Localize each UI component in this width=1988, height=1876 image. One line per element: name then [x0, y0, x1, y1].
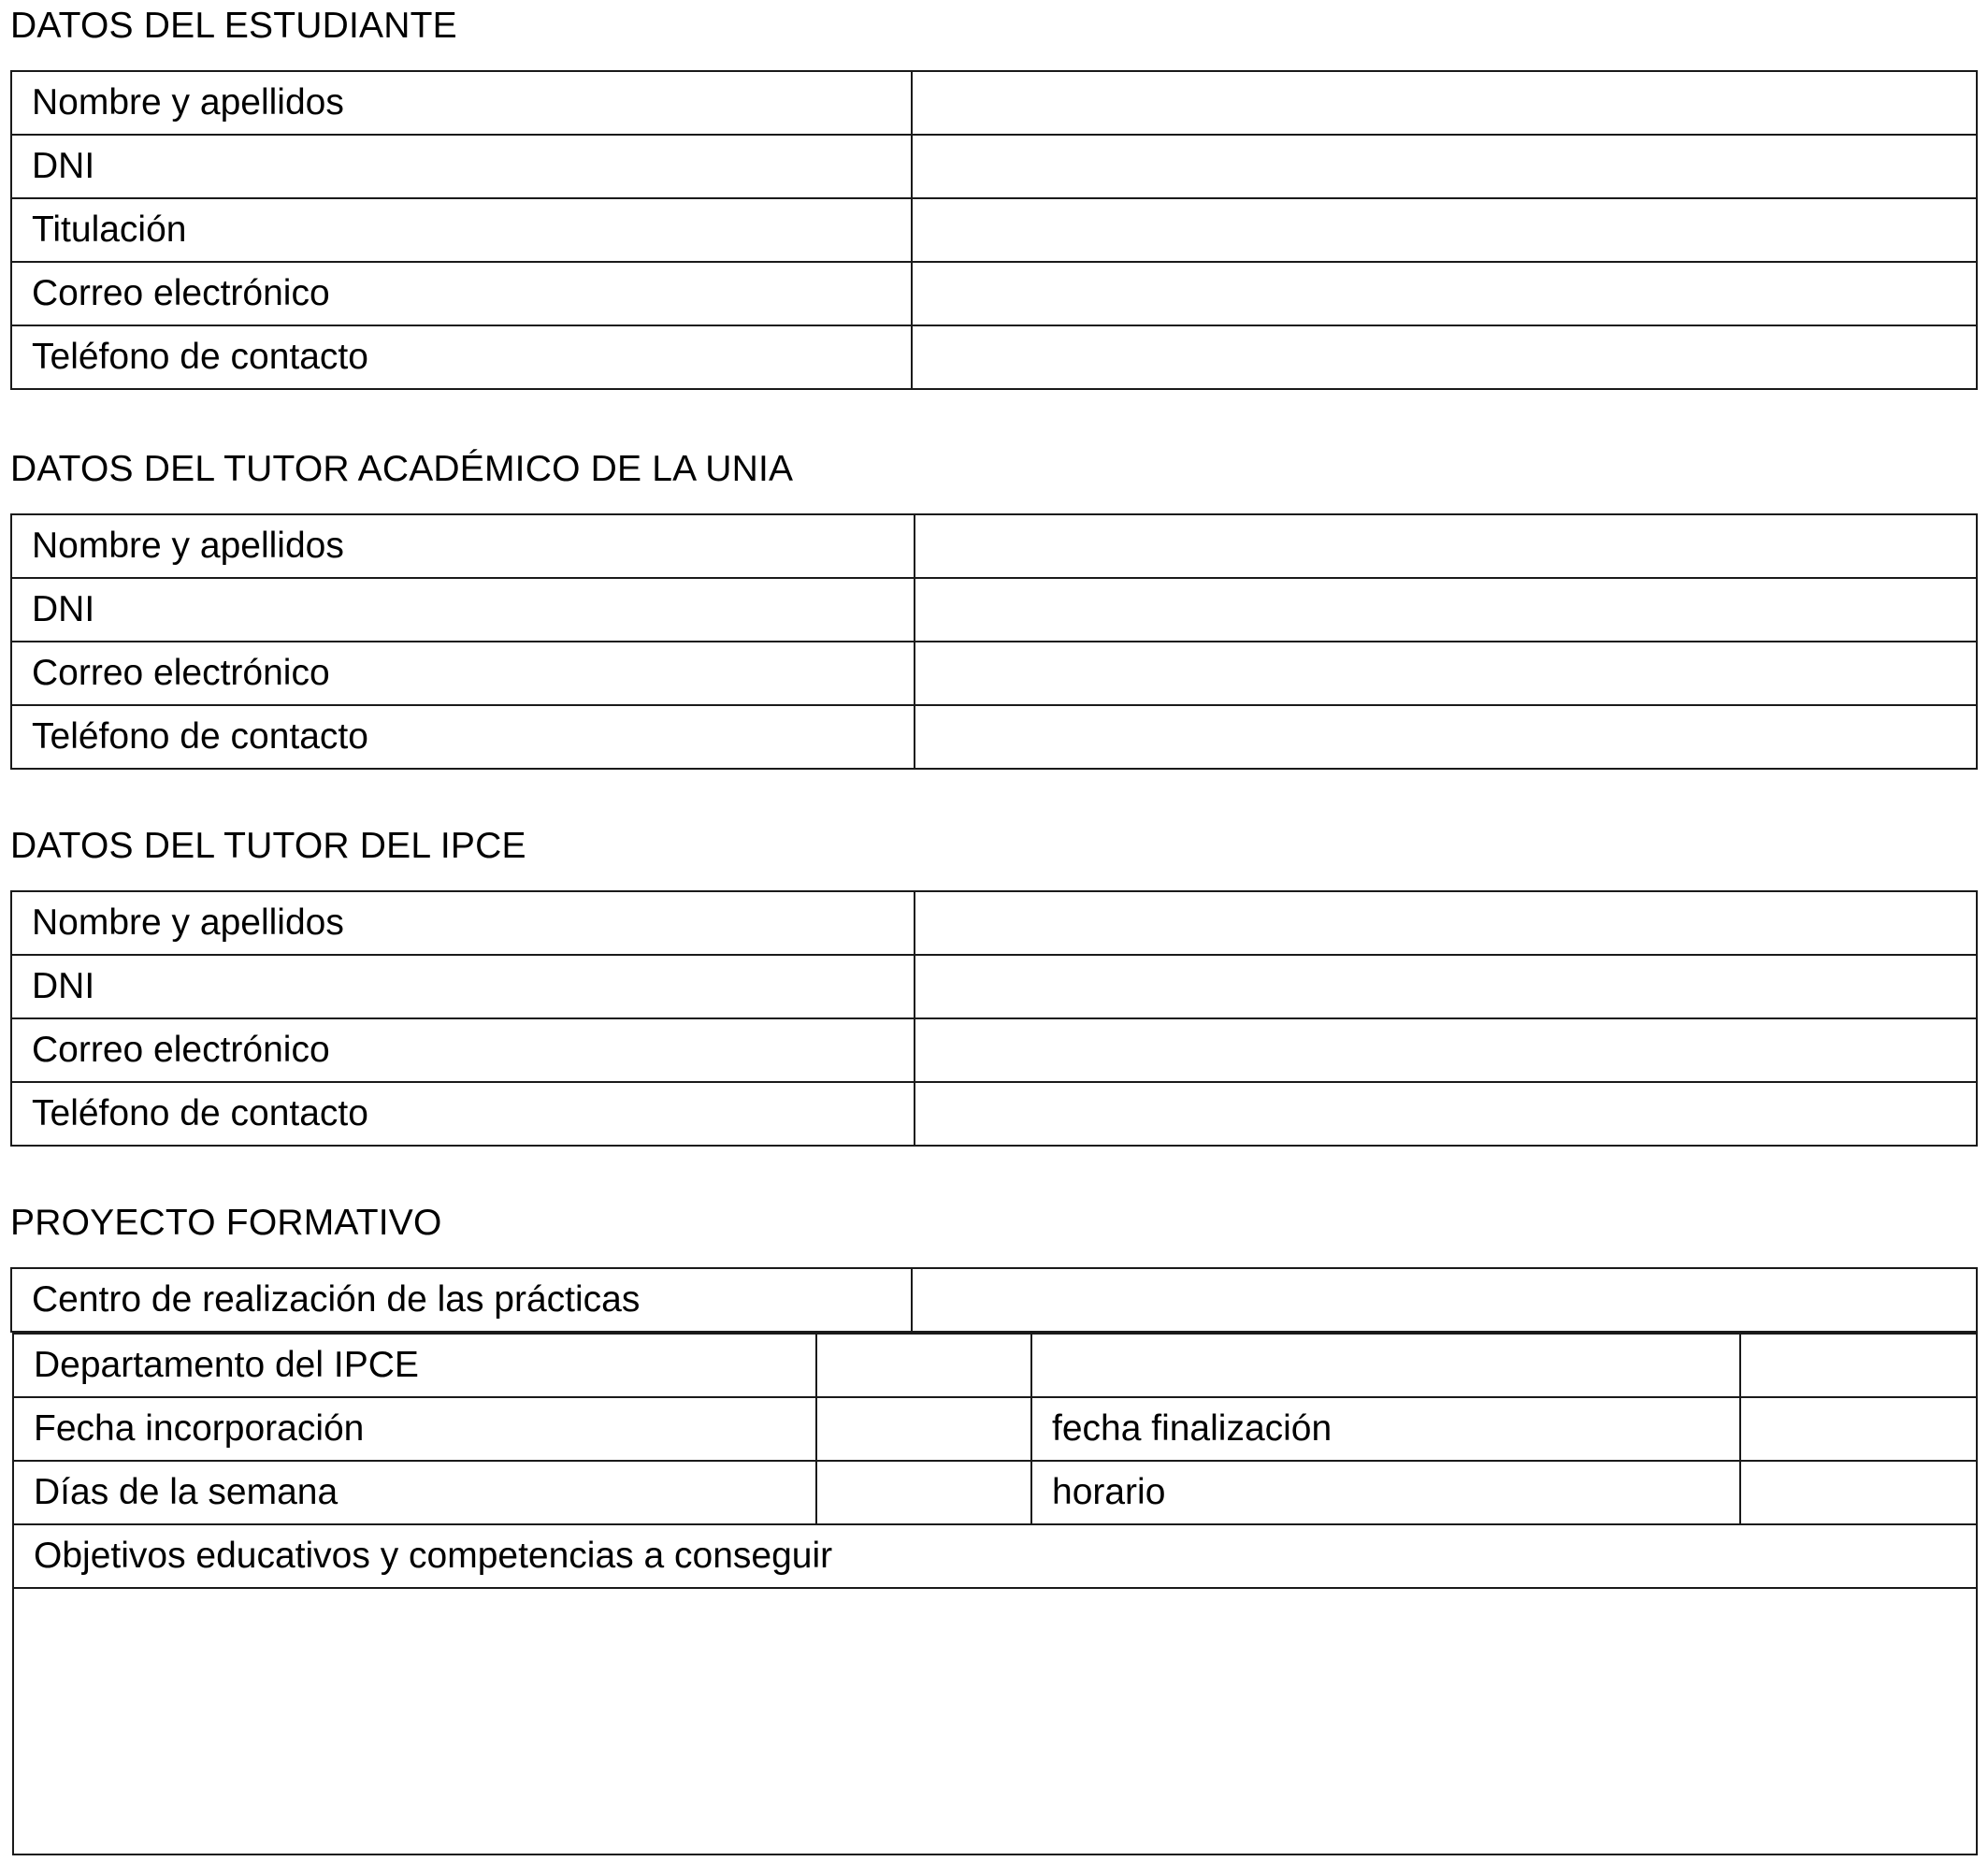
academic-tutor-table: [10, 513, 1978, 770]
field-label: Nombre y apellidos: [11, 514, 915, 578]
objetivos-textarea[interactable]: [14, 1588, 1976, 1849]
field-label: DNI: [11, 135, 912, 198]
field-label: Teléfono de contacto: [11, 325, 912, 389]
field-label: fecha finalización: [1031, 1397, 1740, 1461]
departamento-extra-field[interactable]: [1741, 1335, 1976, 1396]
section-title-academic-tutor: DATOS DEL TUTOR ACADÉMICO DE LA UNIA: [10, 449, 794, 489]
ipce-tutor-table: [10, 890, 1978, 1147]
table-row: [11, 71, 1977, 135]
field-label: Correo electrónico: [11, 642, 915, 705]
field-label: Centro de realización de las prácticas: [11, 1268, 912, 1332]
field-label: Titulación: [11, 198, 912, 262]
table-row: [13, 1397, 1977, 1461]
field-label: Fecha incorporación: [13, 1397, 816, 1461]
horario-field[interactable]: [1741, 1462, 1976, 1523]
student-email-field[interactable]: [913, 263, 1976, 325]
table-row: [11, 1082, 1977, 1146]
project-details-table: [12, 1333, 1978, 1855]
field-label: Departamento del IPCE: [13, 1334, 816, 1397]
field-label: Nombre y apellidos: [11, 891, 915, 955]
table-row: [11, 578, 1977, 642]
field-label: horario: [1031, 1461, 1740, 1524]
table-row: [13, 1334, 1977, 1397]
field-label: [1031, 1334, 1740, 1397]
table-row: [11, 262, 1977, 325]
academic-tutor-dni-field[interactable]: [915, 579, 1976, 641]
ipce-tutor-email-field[interactable]: [915, 1019, 1976, 1081]
field-label: Correo electrónico: [11, 1018, 915, 1082]
academic-tutor-email-field[interactable]: [915, 642, 1976, 704]
table-row: [13, 1461, 1977, 1524]
field-label: Correo electrónico: [11, 262, 912, 325]
ipce-tutor-name-field[interactable]: [915, 892, 1976, 954]
student-name-field[interactable]: [913, 72, 1976, 134]
table-row: [11, 891, 1977, 955]
fecha-finalizacion-field[interactable]: [1741, 1398, 1976, 1460]
section-title-ipce-tutor: DATOS DEL TUTOR DEL IPCE: [10, 826, 526, 866]
table-row: [11, 1268, 1977, 1332]
student-data-table: [10, 70, 1978, 390]
table-row: [11, 705, 1977, 769]
field-label: DNI: [11, 578, 915, 642]
departamento-field[interactable]: [817, 1335, 1030, 1396]
student-dni-field[interactable]: [913, 136, 1976, 197]
field-label: DNI: [11, 955, 915, 1018]
field-label: Nombre y apellidos: [11, 71, 912, 135]
table-row: [11, 642, 1977, 705]
table-row: [13, 1588, 1977, 1854]
table-row: [11, 514, 1977, 578]
table-row: [11, 198, 1977, 262]
table-row: [11, 1018, 1977, 1082]
fecha-incorporacion-field[interactable]: [817, 1398, 1030, 1460]
table-row: [13, 1524, 1977, 1588]
ipce-tutor-dni-field[interactable]: [915, 956, 1976, 1017]
ipce-tutor-phone-field[interactable]: [915, 1083, 1976, 1145]
table-row: [11, 135, 1977, 198]
table-row: [11, 955, 1977, 1018]
section-title-project: PROYECTO FORMATIVO: [10, 1203, 442, 1243]
academic-tutor-phone-field[interactable]: [915, 706, 1976, 768]
student-degree-field[interactable]: [913, 199, 1976, 261]
centro-practicas-field[interactable]: [913, 1269, 1976, 1331]
table-row: [11, 325, 1977, 389]
project-centro-table: [10, 1267, 1978, 1333]
field-label: Teléfono de contacto: [11, 1082, 915, 1146]
student-phone-field[interactable]: [913, 326, 1976, 388]
academic-tutor-name-field[interactable]: [915, 515, 1976, 577]
field-label: Teléfono de contacto: [11, 705, 915, 769]
field-label: Objetivos educativos y competencias a conseguir: [13, 1524, 1977, 1588]
dias-semana-field[interactable]: [817, 1462, 1030, 1523]
field-label: Días de la semana: [13, 1461, 816, 1524]
section-title-student: DATOS DEL ESTUDIANTE: [10, 6, 457, 46]
